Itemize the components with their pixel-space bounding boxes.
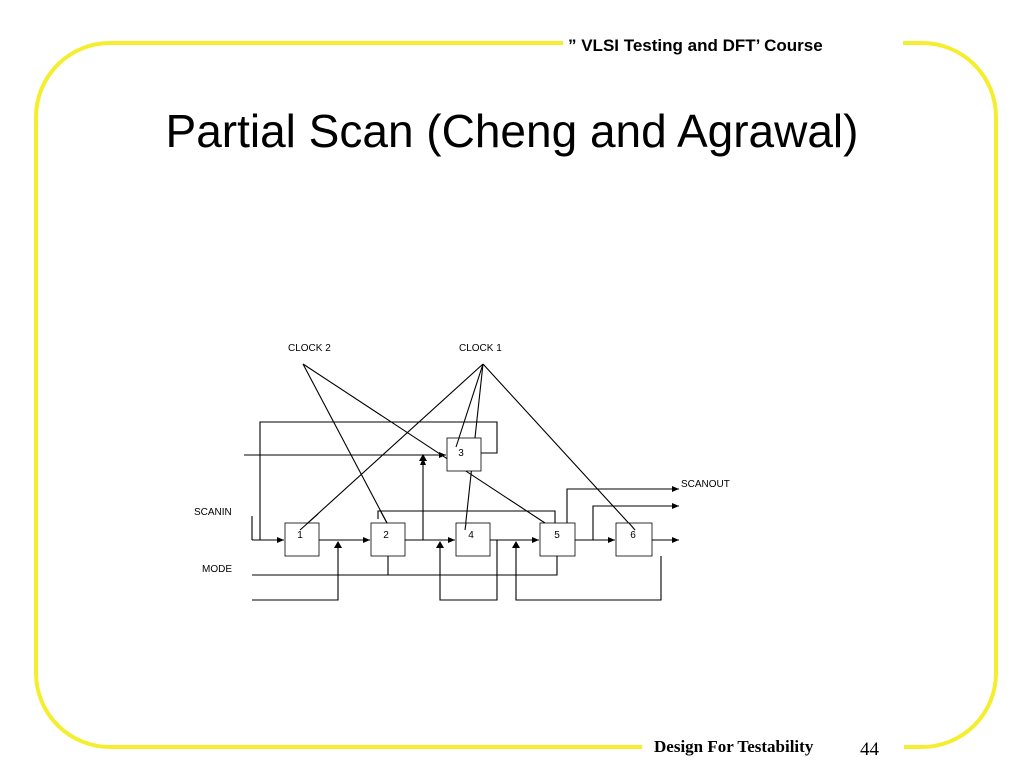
page-number: 44	[860, 739, 879, 760]
scanout-label: SCANOUT	[681, 479, 730, 490]
ff-label-2: 2	[383, 530, 389, 541]
clock1-wire-to-ff6	[483, 364, 635, 530]
clock2-label: CLOCK 2	[288, 343, 331, 354]
flip-flop-3	[447, 438, 481, 471]
ff-label-1: 1	[297, 530, 303, 541]
clock2-wire-to-ff5	[303, 364, 545, 523]
slide-title: Partial Scan (Cheng and Agrawal)	[165, 105, 859, 157]
clock1-label: CLOCK 1	[459, 343, 502, 354]
ff-label-4: 4	[468, 530, 474, 541]
ff-label-6: 6	[630, 530, 636, 541]
course-title: ” VLSI Testing and DFT’ Course	[568, 36, 823, 55]
mode-wire	[252, 556, 557, 575]
scanin-label: SCANIN	[194, 507, 232, 518]
arrow-ff5-clk	[512, 541, 520, 548]
arrow-ff4-clk	[436, 541, 444, 548]
clock2-over-ff2	[380, 510, 387, 523]
ff-label-3: 3	[458, 448, 464, 459]
footer-label: Design For Testability	[654, 737, 814, 756]
ff-label-5: 5	[554, 530, 560, 541]
arrow-ff2-clk	[334, 541, 342, 548]
clock2-wire-to-ff2	[303, 364, 387, 523]
mode-label: MODE	[202, 564, 232, 575]
